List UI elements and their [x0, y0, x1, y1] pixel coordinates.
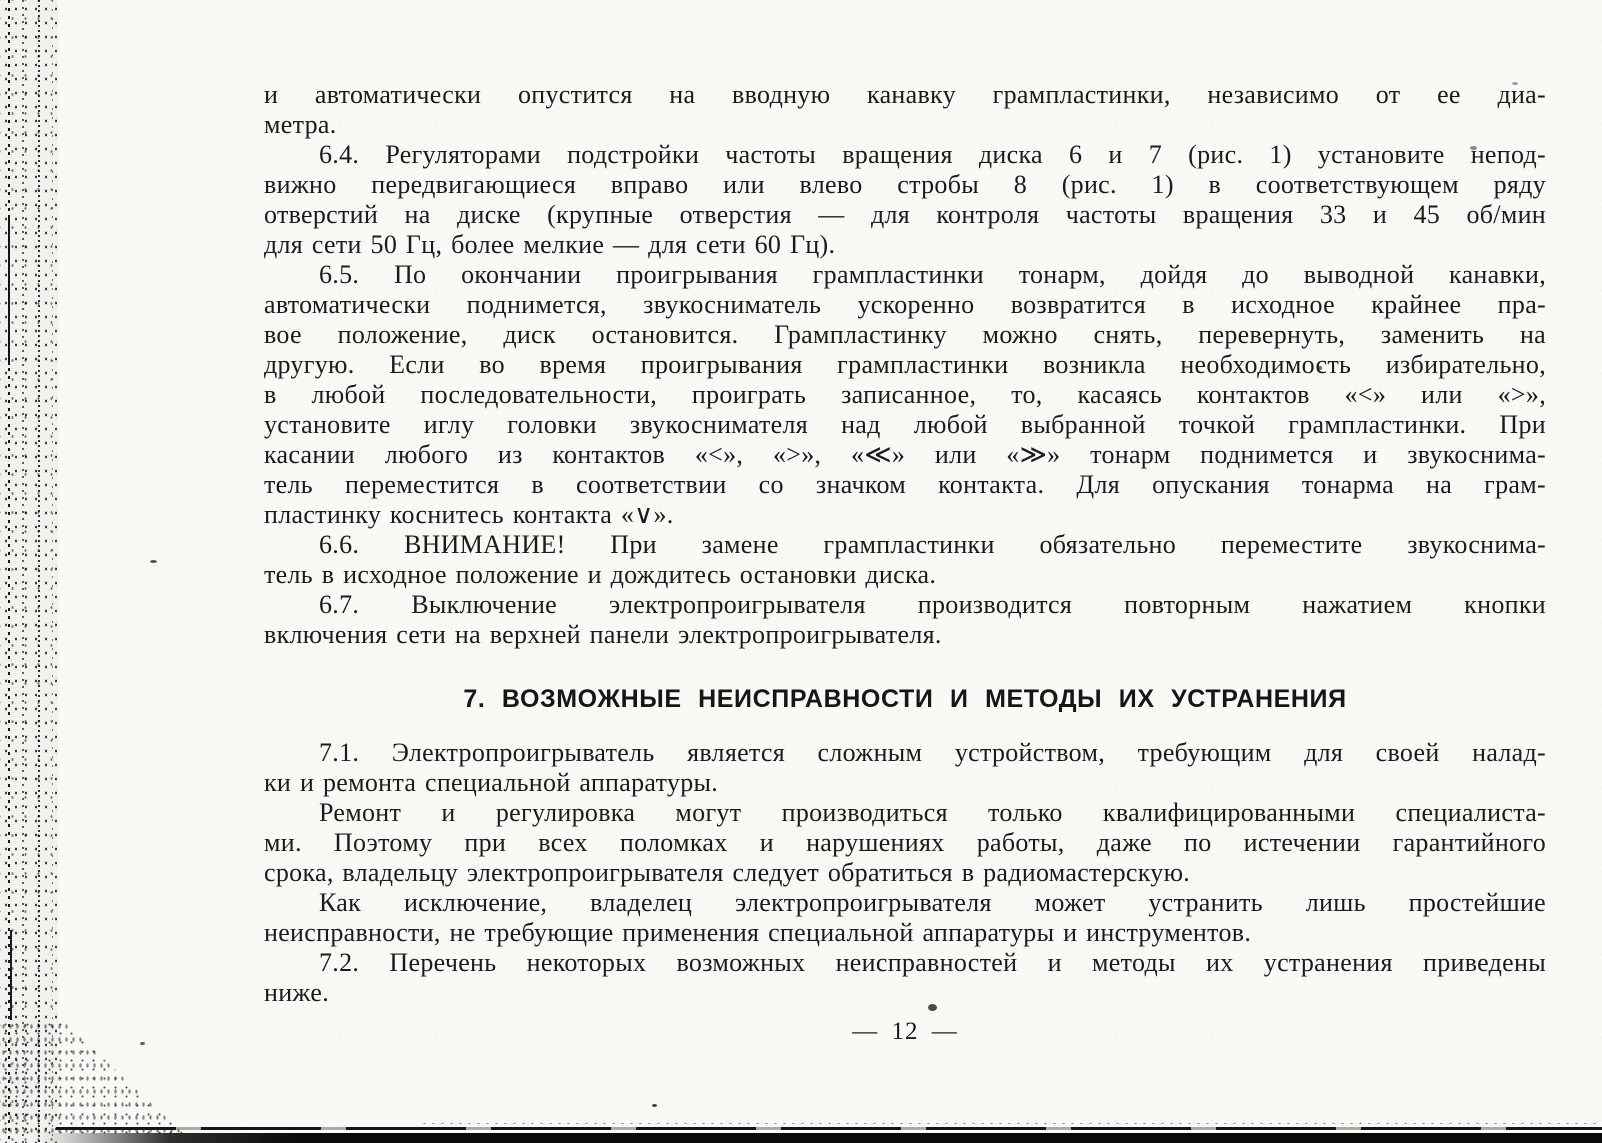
paragraph [264, 260, 1546, 530]
text-line: установите иглу головки звукоснимателя над любой выбранной точкой грампластинки. При [264, 410, 1546, 439]
paragraph [264, 798, 1546, 888]
binding-edge-texture [0, 0, 58, 1143]
paragraph [264, 590, 1546, 650]
text-column [264, 80, 1546, 1047]
text-line: отверстий на диске (крупные отверстия — для контроля частоты вращения 33 и 45 об/мин [264, 200, 1546, 229]
text-line: неисправности, не требующие применения специальной аппаратуры и инструментов. [264, 918, 1252, 947]
text-line: 7.1. Электропроигрыватель является сложным устройством, требующим для своей налад- [319, 738, 1546, 767]
text-line: срока, владельцу электропроигрывателя следует обратиться в радиомастерскую. [264, 858, 1191, 887]
text-line: ми. Поэтому при всех поломках и нарушениях работы, даже по истечении гарантийного [264, 828, 1546, 857]
text-line: 6.6. ВНИМАНИЕ! При замене грампластинки обязательно переместите звукоснима- [319, 530, 1546, 559]
paragraph-host [264, 80, 1546, 1008]
text-line: Как исключение, владелец электропроигрывателя может устранить лишь простейшие [319, 888, 1546, 917]
text-line: в любой последовательности, проиграть записанное, то, касаясь контактов «<» или «>», [264, 380, 1546, 409]
page-edge-line-thin [56, 1127, 1602, 1130]
text-line: 6.4. Регуляторами подстройки частоты вращения диска 6 и 7 (рис. 1) установите непод- [319, 140, 1546, 169]
paragraph [264, 948, 1546, 1008]
text-line: и автоматически опустится на вводную канавку грампластинки, независимо от ее диа- [264, 80, 1546, 109]
paragraph [264, 140, 1546, 260]
scan-speck [150, 560, 157, 563]
text-line: касании любого из контактов «<», «>», «≪» или «≫» тонарм поднимется и звукоснима- [264, 440, 1546, 469]
text-line: Ремонт и регулировка могут производиться только квалифицированными специалиста- [319, 798, 1546, 827]
text-line: 6.7. Выключение электропроигрывателя производится повторным нажатием кнопки [319, 590, 1546, 619]
page-edge-line-thick [40, 1133, 1602, 1143]
scan-speck [652, 1104, 657, 1107]
text-line: 6.5. По окончании проигрывания грампластинки тонарм, дойдя до выводной канавки, [319, 260, 1546, 289]
text-line: ки и ремонта специальной аппаратуры. [264, 768, 719, 797]
text-line: ниже. [264, 978, 329, 1007]
section-heading: 7. ВОЗМОЖНЫЕ НЕИСПРАВНОСТИ И МЕТОДЫ ИХ УСТРАНЕНИЯ [463, 685, 1347, 713]
binding-crease-line [10, 930, 12, 1020]
text-line: вое положение, диск остановится. Грампластинку можно снять, перевернуть, заменить на [264, 320, 1546, 349]
scan-speck [140, 1042, 145, 1045]
text-line: включения сети на верхней панели электропроигрывателя. [264, 620, 942, 649]
text-line: пластинку коснитесь контакта «∨». [264, 500, 674, 529]
binding-edge-texture-bottom [0, 1020, 185, 1135]
text-line: вижно передвигающиеся вправо или влево стробы 8 (рис. 1) в соответствующем ряду [264, 170, 1546, 199]
binding-crease-line [8, 215, 10, 365]
text-line: другую. Если во время проигрывания грампластинки возникла необходимость избирательно, [264, 350, 1546, 379]
text-line: тель в исходное положение и дождитесь остановки диска. [264, 560, 937, 589]
text-line: тель переместится в соответствии со значком контакта. Для опускания тонарма на грам- [264, 470, 1546, 499]
paragraph [264, 888, 1546, 948]
paragraph [264, 530, 1546, 590]
page-number: — 12 — [852, 1018, 958, 1045]
paragraph [264, 80, 1546, 140]
text-line: для сети 50 Гц, более мелкие — для сети 60 Гц). [264, 230, 836, 259]
text-line: 7.2. Перечень некоторых возможных неисправностей и методы их устранения приведены [319, 948, 1546, 977]
text-line: метра. [264, 110, 337, 139]
text-line: автоматически поднимется, звукосниматель ускоренно возвратится в исходное крайнее пра- [264, 290, 1546, 319]
paragraph [264, 738, 1546, 798]
